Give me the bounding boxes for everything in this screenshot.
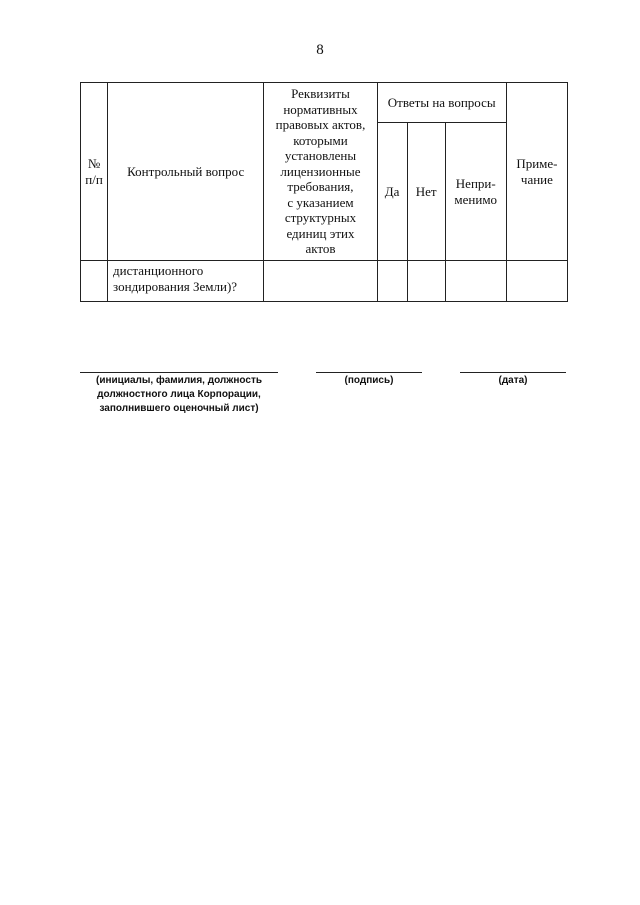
- header-no: Нет: [407, 123, 445, 261]
- cell-not-applicable: [445, 261, 506, 302]
- name-signature-line: [80, 372, 278, 373]
- cell-yes: [377, 261, 407, 302]
- header-num: № п/п: [81, 83, 108, 261]
- header-answers: Ответы на вопросы: [377, 83, 506, 123]
- header-question: Контрольный вопрос: [108, 83, 264, 261]
- header-note: Приме- чание: [506, 83, 567, 261]
- page-number: 8: [316, 42, 324, 58]
- sign-signature-line: [316, 372, 422, 373]
- header-yes: Да: [377, 123, 407, 261]
- sign-caption: (подпись): [344, 375, 394, 386]
- date-caption: (дата): [498, 375, 528, 386]
- header-not-applicable: Непри- менимо: [445, 123, 506, 261]
- cell-question: дистанционного зондирования Земли)?: [108, 261, 264, 302]
- checklist-table: [80, 82, 568, 302]
- name-caption: (инициалы, фамилия, должность должностного лица Корпорации, заполнившего оценочный лист): [96, 375, 262, 414]
- date-signature-line: [460, 372, 566, 373]
- table-row: [81, 261, 568, 302]
- cell-note: [506, 261, 567, 302]
- header-requisites: Реквизиты нормативных правовых актов, которыми установлены лицензионные требования, с указанием структурных единиц этих актов: [264, 83, 377, 261]
- cell-num: [81, 261, 108, 302]
- cell-no: [407, 261, 445, 302]
- cell-requisites: [264, 261, 377, 302]
